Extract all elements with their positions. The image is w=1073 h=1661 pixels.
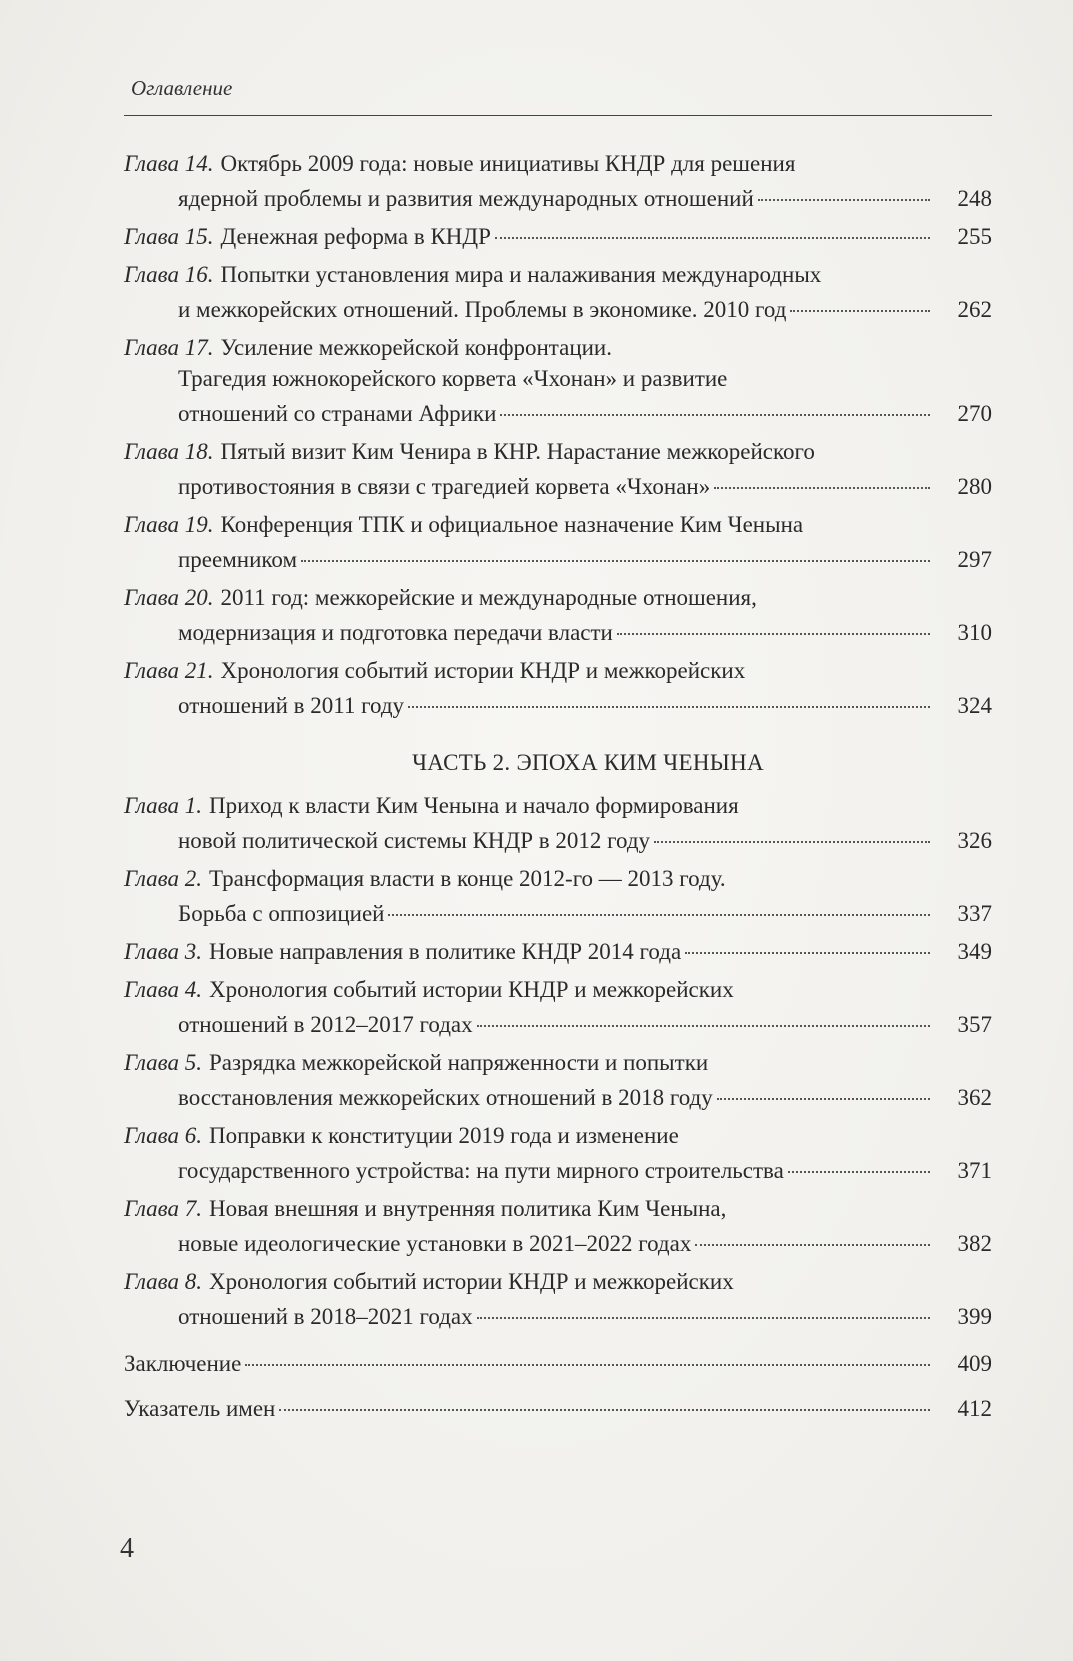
toc-page-number: 337 (957, 901, 992, 926)
toc-entry (124, 1120, 992, 1186)
chapter-label: Глава 19. (124, 512, 214, 537)
dot-leader (717, 1098, 930, 1100)
chapter-label: Глава 7. (124, 1196, 202, 1221)
chapter-title-text: Новая внешняя и внутренняя политика Ким Ченына, (209, 1196, 727, 1221)
toc-line (124, 655, 992, 686)
dot-leader (695, 1244, 930, 1246)
dot-leader (279, 1409, 930, 1411)
chapter-label: Глава 5. (124, 1050, 202, 1075)
toc-entry (124, 332, 992, 429)
toc-entry (124, 1047, 992, 1113)
chapter-title-text: 2011 год: межкорейские и международные отношения, (220, 585, 757, 610)
back-matter-title: Указатель имен (124, 1396, 276, 1421)
toc-page-number: 371 (957, 1158, 992, 1183)
toc-line (124, 1155, 992, 1186)
toc-line (124, 1082, 992, 1113)
toc-line (124, 1228, 992, 1259)
chapter-title-text: ядерной проблемы и развития международных отношений (178, 186, 754, 211)
table-of-contents (124, 148, 992, 1431)
dot-leader (758, 199, 930, 201)
chapter-title-text: Хронология событий истории КНДР и межкорейских (220, 658, 746, 683)
chapter-label: Глава 6. (124, 1123, 202, 1148)
toc-entry (124, 790, 992, 856)
toc-line (124, 221, 992, 252)
chapter-title-text: восстановления межкорейских отношений в 2018 году (178, 1085, 713, 1110)
toc-page-number: 362 (957, 1085, 992, 1110)
dot-leader (654, 841, 930, 843)
dot-leader (714, 487, 930, 489)
toc-page-number: 399 (957, 1304, 992, 1329)
toc-line (124, 1348, 992, 1379)
chapter-title-text: отношений в 2012–2017 годах (178, 1012, 473, 1037)
chapter-title-text: Хронология событий истории КНДР и межкорейских (209, 977, 734, 1002)
toc-line (124, 259, 992, 290)
toc-page-number: 349 (957, 939, 992, 964)
chapter-title-text: Борьба с оппозицией (178, 901, 385, 926)
running-head: Оглавление (131, 76, 233, 100)
toc-entry (124, 974, 992, 1040)
toc-page-number: 357 (957, 1012, 992, 1037)
toc-page-number: 382 (957, 1231, 992, 1256)
toc-entry (124, 655, 992, 721)
toc-line (124, 617, 992, 648)
back-matter (124, 1348, 992, 1424)
toc-page-number: 297 (957, 547, 992, 572)
chapter-title-text: Денежная реформа в КНДР (220, 224, 491, 249)
toc-line (124, 974, 992, 1005)
toc-line (124, 509, 992, 540)
dot-leader (495, 237, 930, 239)
chapter-title-text: Трагедия южнокорейского корвета «Чхонан» и развитие (178, 366, 728, 391)
dot-leader (500, 414, 930, 416)
chapter-title-text: модернизация и подготовка передачи власти (178, 620, 613, 645)
dot-leader (408, 706, 930, 708)
dot-leader (788, 1171, 930, 1173)
chapter-label: Глава 2. (124, 866, 202, 891)
chapter-label: Глава 16. (124, 262, 214, 287)
chapter-title-text: Октябрь 2009 года: новые инициативы КНДР для решения (220, 151, 796, 176)
toc-line (124, 1047, 992, 1078)
chapter-title-text: противостояния в связи с трагедией корвета «Чхонан» (178, 474, 711, 499)
toc-page-number: 262 (957, 297, 992, 322)
toc-line (124, 1393, 992, 1424)
toc-page-number: 409 (957, 1351, 992, 1376)
chapter-label: Глава 4. (124, 977, 202, 1002)
dot-leader (301, 560, 930, 562)
toc-line (124, 898, 992, 929)
toc-entry (124, 221, 992, 252)
toc-line (124, 398, 992, 429)
toc-line (124, 582, 992, 613)
toc-page-number: 248 (957, 186, 992, 211)
chapter-title-text: Поправки к конституции 2019 года и изменение (209, 1123, 679, 1148)
toc-line (124, 936, 992, 967)
chapter-title-text: новой политической системы КНДР в 2012 году (178, 828, 651, 853)
toc-line (124, 1266, 992, 1297)
chapter-label: Глава 15. (124, 224, 214, 249)
chapter-title-text: Хронология событий истории КНДР и межкорейских (209, 1269, 734, 1294)
toc-line (124, 148, 992, 179)
chapter-title-text: Пятый визит Ким Ченира в КНР. Нарастание межкорейского (220, 439, 815, 464)
toc-entry (124, 1193, 992, 1259)
toc-line (124, 863, 992, 894)
toc-line (124, 690, 992, 721)
chapter-label: Глава 21. (124, 658, 214, 683)
chapter-title-text: отношений в 2011 году (178, 693, 405, 718)
toc-page-number: 324 (957, 693, 992, 718)
toc-line (124, 825, 992, 856)
back-matter-entry (124, 1393, 992, 1424)
back-matter-entry (124, 1348, 992, 1379)
chapter-title-text: Попытки установления мира и налаживания международных (220, 262, 822, 287)
part2-heading: ЧАСТЬ 2. ЭПОХА КИМ ЧЕНЫНА (412, 750, 764, 775)
chapter-title-text: Приход к власти Ким Ченына и начало формирования (209, 793, 739, 818)
chapter-label: Глава 14. (124, 151, 214, 176)
toc-entry (124, 582, 992, 648)
dot-leader (245, 1364, 930, 1366)
part2-entries (124, 790, 992, 1332)
toc-entry (124, 863, 992, 929)
dot-leader (477, 1025, 930, 1027)
dot-leader (388, 914, 930, 916)
chapter-label: Глава 3. (124, 939, 202, 964)
toc-line (124, 1193, 992, 1224)
chapter-label: Глава 8. (124, 1269, 202, 1294)
dot-leader (685, 952, 930, 954)
toc-entry (124, 148, 992, 214)
toc-entry (124, 1266, 992, 1332)
back-matter-title: Заключение (124, 1351, 242, 1376)
toc-entry (124, 509, 992, 575)
chapter-label: Глава 17. (124, 335, 214, 360)
chapter-title-text: преемником (178, 547, 298, 572)
chapter-title-text: отношений в 2018–2021 годах (178, 1304, 473, 1329)
toc-entry (124, 436, 992, 502)
chapter-label: Глава 1. (124, 793, 202, 818)
chapter-title-text: отношений со странами Африки (178, 401, 497, 426)
toc-line (124, 332, 992, 363)
toc-line (124, 544, 992, 575)
chapter-title-text: Усиление межкорейской конфронтации. (220, 335, 612, 360)
toc-line (124, 1120, 992, 1151)
header-rule (124, 115, 992, 116)
toc-line (124, 436, 992, 467)
toc-line (124, 471, 992, 502)
toc-line (124, 294, 992, 325)
dot-leader (477, 1317, 930, 1319)
chapter-title-text: Разрядка межкорейской напряженности и попытки (209, 1050, 709, 1075)
page-number: 4 (120, 1533, 134, 1564)
toc-line (124, 183, 992, 214)
toc-page-number: 326 (957, 828, 992, 853)
chapter-title-text: и межкорейских отношений. Проблемы в экономике. 2010 год (178, 297, 787, 322)
toc-line (124, 1301, 992, 1332)
dot-leader (790, 310, 930, 312)
chapter-label: Глава 20. (124, 585, 214, 610)
chapter-title-text: государственного устройства: на пути мирного строительства (178, 1158, 784, 1183)
toc-page-number: 270 (957, 401, 992, 426)
toc-page-number: 280 (957, 474, 992, 499)
toc-entry (124, 259, 992, 325)
chapter-title-text: Конференция ТПК и официальное назначение Ким Ченына (220, 512, 804, 537)
dot-leader (617, 633, 930, 635)
chapter-label: Глава 18. (124, 439, 214, 464)
toc-entry (124, 936, 992, 967)
chapter-title-text: новые идеологические установки в 2021–2022 годах (178, 1231, 692, 1256)
toc-page-number: 255 (957, 224, 992, 249)
toc-page-number: 310 (957, 620, 992, 645)
toc-line (124, 1009, 992, 1040)
part1-entries (124, 148, 992, 721)
toc-line (124, 363, 992, 394)
toc-page-number: 412 (957, 1396, 992, 1421)
chapter-title-text: Новые направления в политике КНДР 2014 года (209, 939, 682, 964)
toc-line (124, 790, 992, 821)
chapter-title-text: Трансформация власти в конце 2012-го — 2013 году. (209, 866, 726, 891)
